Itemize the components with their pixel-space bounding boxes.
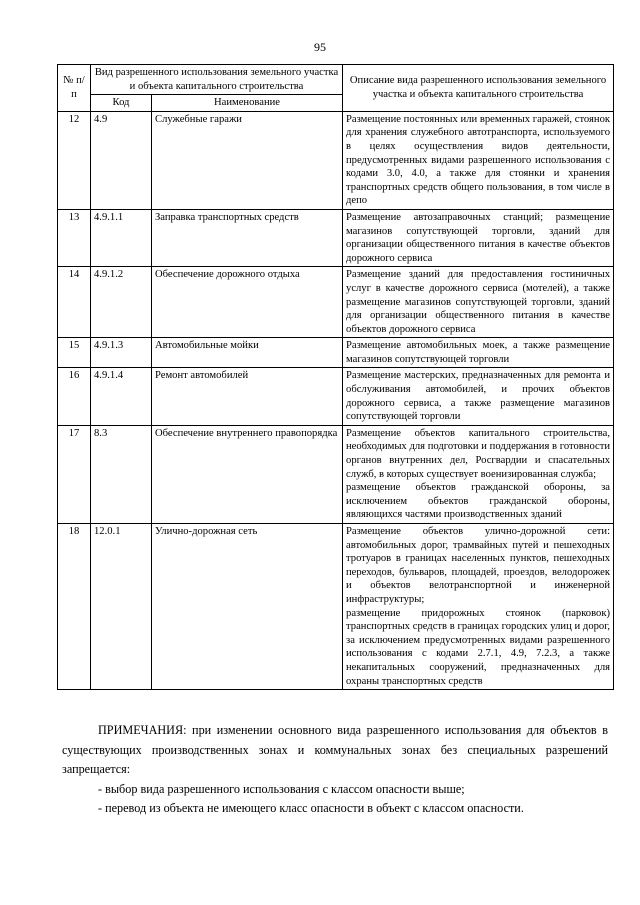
description-paragraph: Размещение объектов улично-дорожной сети: автомобильных дорог, трамвайных путей и пешеходных тротуаров в границах населенных пунктов, пешеходных переходов, бульваров, площадей, проездов, велодорожек и объектов велотранспортной и инженерной инфраструктуры; <box>346 526 611 605</box>
description-paragraph: Размещение зданий для предоставления гостиничных услуг в качестве дорожного сервиса (мотелей), а также размещение магазинов сопутствующей торговли, зданий для организации общественного питания в качестве объектов дорожного сервиса <box>346 269 611 335</box>
table-body <box>58 111 614 689</box>
table-header-row <box>58 65 614 95</box>
table-row <box>58 338 614 368</box>
row-code: 4.9 <box>91 111 152 209</box>
table-row <box>58 425 614 523</box>
row-name: Служебные гаражи <box>152 111 343 209</box>
row-number: 13 <box>58 209 91 266</box>
table-row <box>58 524 614 690</box>
row-description <box>343 338 614 368</box>
row-code: 4.9.1.1 <box>91 209 152 266</box>
row-number: 18 <box>58 524 91 690</box>
row-number: 12 <box>58 111 91 209</box>
notes-main: ПРИМЕЧАНИЯ: при изменении основного вида разрешенного использования для объектов в существующих производственных зонах и коммунальных зонах без специальных разрешений запрещается: <box>62 723 608 776</box>
notes-item: - выбор вида разрешенного использования с классом опасности выше; <box>98 781 465 796</box>
page-number: 95 <box>314 40 326 54</box>
row-code: 4.9.1.3 <box>91 338 152 368</box>
header-num: № п/п <box>58 65 91 112</box>
row-number: 16 <box>58 368 91 425</box>
row-name: Заправка транспортных средств <box>152 209 343 266</box>
notes-section <box>62 721 608 819</box>
table-row <box>58 368 614 425</box>
row-description <box>343 524 614 690</box>
row-code: 8.3 <box>91 425 152 523</box>
row-code: 12.0.1 <box>91 524 152 690</box>
row-number: 14 <box>58 267 91 338</box>
row-description <box>343 425 614 523</box>
row-number: 17 <box>58 425 91 523</box>
description-paragraph: Размещение объектов капитального строительства, необходимых для подготовки и поддержания в готовности органов внутренних дел, Росгвардии и спасательных служб, в которых существует военизированная служба; <box>346 427 611 480</box>
row-description <box>343 111 614 209</box>
description-paragraph: размещение придорожных стоянок (парковок) транспортных средств в границах городских улиц и дорог, за исключением предусмотренных видами разрешенного использования с кодами 2.7.1, 4.9, 7.2.3, а также некапитальных сооружений, предназначенных для охраны транспортных средств <box>346 607 611 687</box>
description-paragraph: размещение объектов гражданской обороны, за исключением объектов гражданской обороны, являющихся частями производственных зданий <box>346 482 611 521</box>
header-code: Код <box>91 95 152 112</box>
land-use-table <box>57 64 614 690</box>
notes-item: - перевод из объекта не имеющего класс опасности в объект с классом опасности. <box>98 801 524 815</box>
row-code: 4.9.1.4 <box>91 368 152 425</box>
row-name: Улично-дорожная сеть <box>152 524 343 690</box>
row-name: Обеспечение внутреннего правопорядка <box>152 425 343 523</box>
table-row <box>58 111 614 209</box>
row-description <box>343 267 614 338</box>
table-row <box>58 209 614 266</box>
header-name: Наименование <box>152 95 343 112</box>
description-paragraph: Размещение мастерских, предназначенных для ремонта и обслуживания автомобилей, и прочих объектов дорожного сервиса, а также размещение магазинов сопутствующей торговли <box>346 370 611 423</box>
row-description <box>343 368 614 425</box>
row-number: 15 <box>58 338 91 368</box>
row-name: Ремонт автомобилей <box>152 368 343 425</box>
row-name: Автомобильные мойки <box>152 338 343 368</box>
header-group: Вид разрешенного использования земельного участка и объекта капитального строительства <box>91 65 343 95</box>
table-row <box>58 267 614 338</box>
header-description: Описание вида разрешенного использования земельного участка и объекта капитального строительства <box>343 65 614 112</box>
description-paragraph: Размещение постоянных или временных гаражей, стоянок для хранения служебного автотранспорта, используемого в целях осуществления видов деятельности, предусмотренных видами разрешенного использования с кодами 3.0, 4.0, а также для стоянки и хранения транспортных средств общего пользования, в том числе в депо <box>346 113 611 207</box>
row-code: 4.9.1.2 <box>91 267 152 338</box>
row-description <box>343 209 614 266</box>
description-paragraph: Размещение автомобильных моек, а также размещение магазинов сопутствующей торговли <box>346 340 611 365</box>
row-name: Обеспечение дорожного отдыха <box>152 267 343 338</box>
description-paragraph: Размещение автозаправочных станций; размещение магазинов сопутствующей торговли, зданий для организации общественного питания в качестве объектов дорожного сервиса <box>346 211 611 264</box>
